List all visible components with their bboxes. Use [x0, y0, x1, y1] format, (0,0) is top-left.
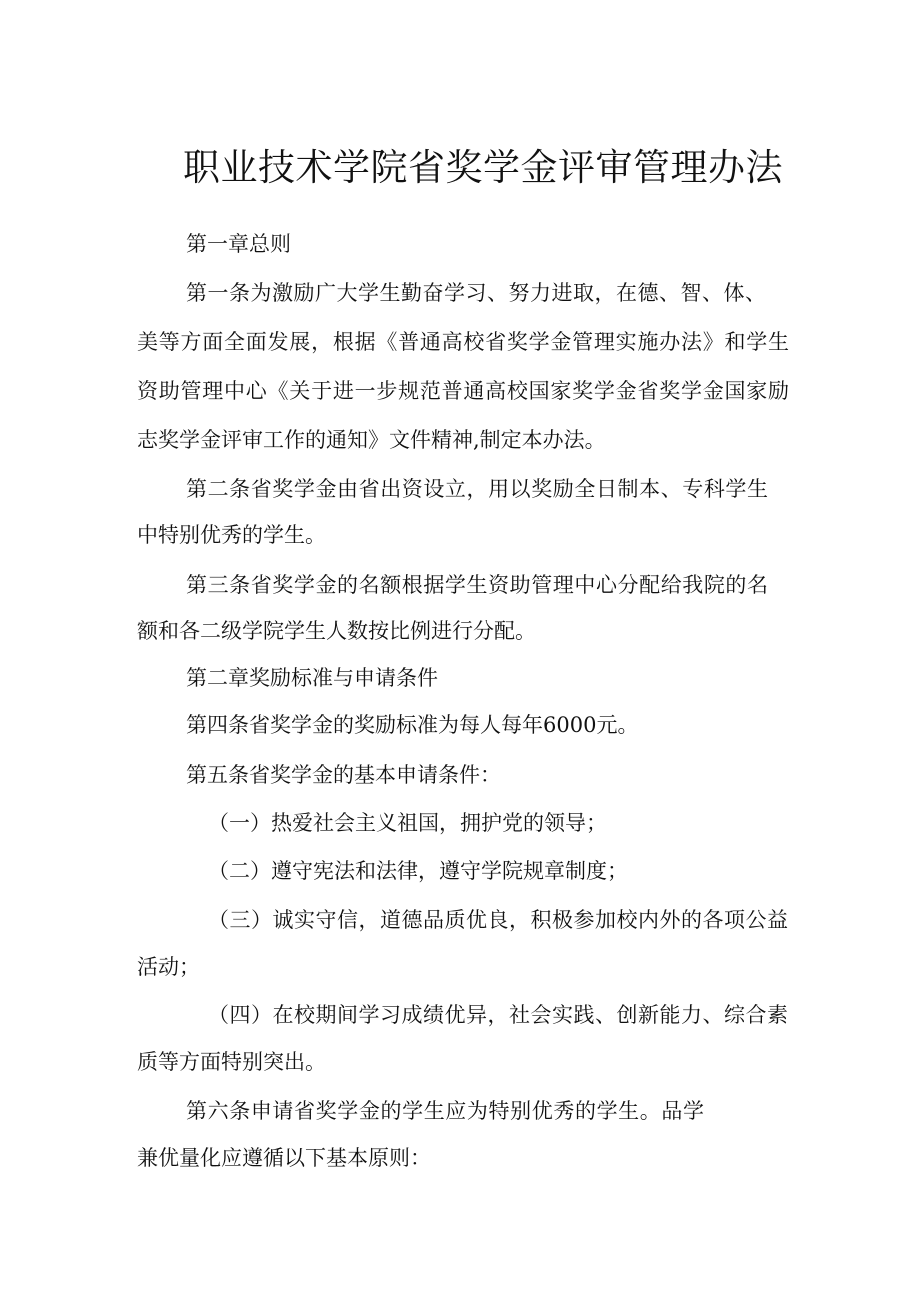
paragraph-line: 志奖学金评审工作的通知》文件精神,制定本办法。 [137, 428, 606, 452]
paragraph-line: 第四条省奖学金的奖励标准为每人每年6000元。 [186, 713, 639, 737]
page-title: 职业技术学院省奖学金评审管理办法 [183, 146, 783, 189]
paragraph-line: 兼优量化应遵循以下基本原则： [137, 1146, 431, 1170]
chapter-heading: 第一章总则 [186, 232, 291, 256]
paragraph-line: 第六条申请省奖学金的学生应为特别优秀的学生。品学 [186, 1099, 704, 1123]
list-item-continued: 质等方面特别突出。 [137, 1050, 326, 1074]
paragraph-line: 第五条省奖学金的基本申请条件： [186, 763, 501, 787]
list-item: （一）热爱社会主义祖国，拥护党的领导； [208, 811, 607, 835]
paragraph-line: 第二条省奖学金由省出资设立，用以奖励全日制本、专科学生 [186, 477, 768, 501]
paragraph-line: 额和各二级学院学生人数按比例进行分配。 [137, 619, 536, 643]
paragraph-line: 第三条省奖学金的名额根据学生资助管理中心分配给我院的名 [186, 573, 768, 597]
paragraph-line: 美等方面全面发展，根据《普通高校省奖学金管理实施办法》和学生 [137, 330, 789, 354]
list-item: （二）遵守宪法和法律，遵守学院规章制度； [208, 859, 628, 883]
list-item-continued: 活动； [137, 955, 200, 979]
chapter-heading: 第二章奖励标准与申请条件 [186, 666, 438, 690]
list-item: （四）在校期间学习成绩优异，社会实践、创新能力、综合素 [208, 1003, 788, 1027]
paragraph-line: 中特别优秀的学生。 [137, 523, 326, 547]
paragraph-line: 第一条为激励广大学生勤奋学习、努力进取，在德、智、体、 [186, 281, 766, 305]
paragraph-line: 资助管理中心《关于进一步规范普通高校国家奖学金省奖学金国家励 [137, 379, 789, 403]
list-item: （三）诚实守信，道德品质优良，积极参加校内外的各项公益 [208, 908, 788, 932]
